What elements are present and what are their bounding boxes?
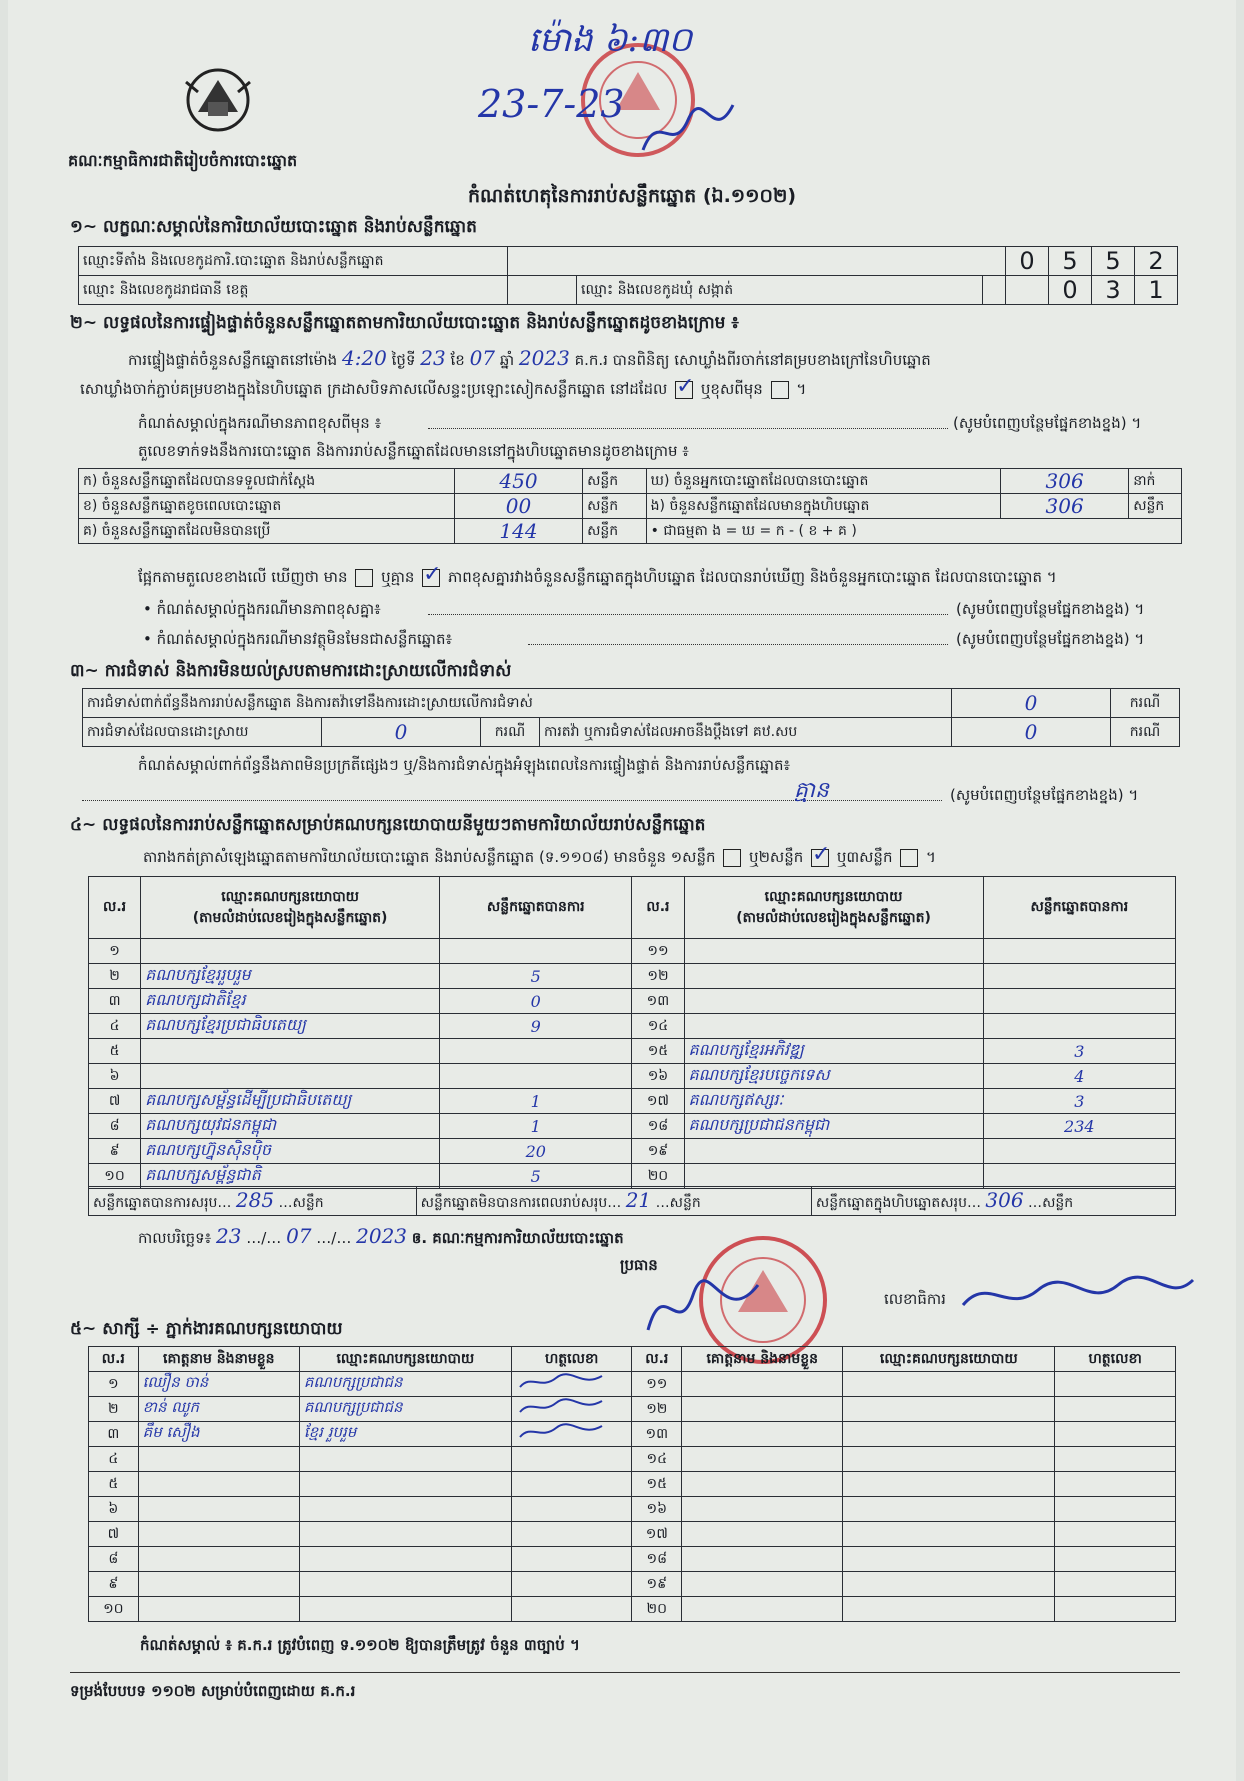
witness-no: ១០ <box>89 1597 139 1622</box>
complaint-label: ការជំទាស់ពាក់ព័ន្ធនឹងការរាប់សន្លឹកឆ្នោត និងការតវ៉ាទៅនឹងការដោះស្រាយលើការជំទាស់ <box>83 689 952 718</box>
party-name <box>684 1139 983 1164</box>
party-no: ១៦ <box>632 1064 684 1089</box>
party-name <box>684 1164 983 1189</box>
party-name: គណបក្សហ្វ៊ុនស៊ិនប៉ិច <box>141 1139 440 1164</box>
party-name <box>141 1039 440 1064</box>
witness-signature <box>511 1597 632 1622</box>
formula-note: • ជាធម្មតា ង = ឃ = ក - ( ខ + គ ) <box>646 519 1181 544</box>
spoiled-value: 00 <box>454 494 582 519</box>
party-name: គណបក្សឥស្សរៈ <box>684 1089 983 1114</box>
witness-no: ២០ <box>632 1597 682 1622</box>
commune-code-digit: 3 <box>1092 276 1135 305</box>
ballots-in-box-label: ង) ចំនួនសន្លឹកឆ្នោតដែលមានក្នុងហិបឆ្នោត <box>646 494 1000 519</box>
col-no: ល.រ <box>89 877 141 939</box>
party-votes: 9 <box>440 1014 632 1039</box>
witness-name <box>682 1572 843 1597</box>
table-row <box>89 989 1176 1014</box>
party-name <box>684 1014 983 1039</box>
witness-signature <box>511 1447 632 1472</box>
witness-party <box>843 1422 1055 1447</box>
appeal-label: ការតវ៉ា ឬការជំទាស់ដែលអាចនឹងប្តឹងទៅ គឋ.សប <box>540 718 952 747</box>
difference-note-end: (សូមបំពេញបន្ថែមផ្នែកខាងខ្នង) ។ <box>953 414 1142 432</box>
party-votes <box>983 964 1175 989</box>
party-votes <box>983 939 1175 964</box>
location-label: ឈ្មោះទីតាំង និងលេខកូដការិ.បោះឆ្នោត និងរាប់សន្លឹកឆ្នោត <box>79 247 508 276</box>
verification-line: ការផ្ទៀងផ្ទាត់ចំនួនសន្លឹកឆ្នោតនៅម៉ោង 4:20 ថ្ងៃទី 23 ខែ 07 ឆ្នាំ 2023 គ.ក.រ បានពិនិត្យ សោឃ្លាំងពីរចាក់នៅគម្របខាងក្រៅនៃហិបឆ្នោត <box>128 346 931 370</box>
party-name: គណបក្សខ្មែរបច្ចេកទេស <box>684 1064 983 1089</box>
commune-code-blank <box>1006 276 1049 305</box>
dotted-line <box>428 614 948 615</box>
table-row <box>89 1064 1176 1089</box>
seal-status-line: សោឃ្លាំងចាក់ភ្ជាប់គម្របខាងក្នុងនៃហិបឆ្នោត ក្រដាសបិទភាសលើសន្ទះប្រឡោះសៀកសន្លឹកឆ្នោត នៅដដែល ✓ ឬខុសពីមុន ។ <box>80 380 806 402</box>
witness-party: គណបក្សប្រជាជន <box>299 1372 511 1397</box>
party-votes: 4 <box>983 1064 1175 1089</box>
party-name <box>684 939 983 964</box>
witness-party: ខ្មែរ រួបរួម <box>299 1422 511 1447</box>
changed-checkbox[interactable] <box>771 381 789 399</box>
party-name: គណបក្សជាតិខ្មែរ <box>141 989 440 1014</box>
col-name: គោត្តនាម និងនាមខ្លួន <box>138 1347 299 1372</box>
location-code-digit: 5 <box>1092 247 1135 276</box>
party-name: គណបក្សខ្មែររួបរួម <box>141 964 440 989</box>
location-code-digit: 0 <box>1006 247 1049 276</box>
table-row <box>89 1089 1176 1114</box>
witness-name <box>682 1597 843 1622</box>
party-no: ១៨ <box>632 1114 684 1139</box>
col-no: ល.រ <box>632 877 684 939</box>
witness-no: ៧ <box>89 1522 139 1547</box>
document-page <box>8 0 1236 1781</box>
irregularity-note: កំណត់សម្គាល់ពាក់ព័ន្ធនឹងភាពមិនប្រក្រតីផ្សេងៗ ឬ/និងការជំទាស់ក្នុងអំឡុងពេលនៃការផ្ទៀងផ្ទាត់ និងការរាប់សន្លឹកឆ្នោត៖ <box>138 756 791 774</box>
col-sign: ហត្ថលេខា <box>511 1347 632 1372</box>
witness-signature <box>511 1372 632 1397</box>
table-row <box>89 1422 1176 1447</box>
col-no: ល.រ <box>632 1347 682 1372</box>
witness-no: ១៤ <box>632 1447 682 1472</box>
nec-emblem-icon <box>178 62 258 134</box>
party-name: គណបក្សខ្មែរអភិវឌ្ឍ <box>684 1039 983 1064</box>
witness-signature <box>511 1472 632 1497</box>
witness-name <box>138 1597 299 1622</box>
unit-label: សន្លឹក <box>583 519 647 544</box>
location-name <box>508 247 1006 276</box>
totals-table <box>88 1186 1176 1216</box>
witness-no: ២ <box>89 1397 139 1422</box>
party-votes <box>440 1064 632 1089</box>
resolved-label: ការជំទាស់ដែលបានដោះស្រាយ <box>83 718 322 747</box>
party-no: ៤ <box>89 1014 141 1039</box>
three-sheet-checkbox[interactable] <box>900 849 918 867</box>
table-row <box>89 964 1176 989</box>
witness-party <box>843 1472 1055 1497</box>
unused-label: គ) ចំនួនសន្លឹកឆ្នោតដែលមិនបានប្រើ <box>79 519 455 544</box>
witness-no: ១៨ <box>632 1547 682 1572</box>
witness-party <box>299 1447 511 1472</box>
col-party: ឈ្មោះគណបក្សនយោបាយ <box>843 1347 1055 1372</box>
table-row <box>89 1472 1176 1497</box>
no-difference-checkbox[interactable] <box>422 569 440 587</box>
witness-party <box>843 1547 1055 1572</box>
witness-signature-icon <box>516 1397 606 1417</box>
signing-date-line: កាលបរិច្ឆេទ៖ 23 …/… 07 …/… 2023 ឲ. គណៈកម្មការការិយាល័យបោះឆ្នោត <box>138 1224 624 1248</box>
table-row <box>89 1522 1176 1547</box>
total-valid-value: 285 <box>235 1188 275 1212</box>
witness-no: ៦ <box>89 1497 139 1522</box>
party-no: ១៤ <box>632 1014 684 1039</box>
irregularity-handwritten: គ្មាន <box>794 778 829 803</box>
dotted-line <box>528 644 948 645</box>
table-row <box>89 1372 1176 1397</box>
party-no: ២ <box>89 964 141 989</box>
table-row <box>89 1497 1176 1522</box>
witness-no: ១២ <box>632 1397 682 1422</box>
form-title: កំណត់ហេតុនៃការរាប់សន្លឹកឆ្នោត (ឯ.១១០២) <box>468 185 797 207</box>
total-in-box: សន្លឹកឆ្នោតក្នុងហិបឆ្នោតសរុប… 306 …សន្លឹក <box>811 1187 1175 1216</box>
party-votes: 5 <box>440 964 632 989</box>
resolved-count: 0 <box>322 718 481 747</box>
witness-party: គណបក្សប្រជាជន <box>299 1397 511 1422</box>
figures-table <box>78 468 1182 544</box>
witness-name: ខាន់ ឈូក <box>138 1397 299 1422</box>
party-no: ១ <box>89 939 141 964</box>
party-votes <box>440 1039 632 1064</box>
witness-party <box>843 1572 1055 1597</box>
party-name: គណបក្សសម្ព័ន្ធជាតិ <box>141 1164 440 1189</box>
table-row <box>89 939 1176 964</box>
witness-party <box>843 1597 1055 1622</box>
party-votes: 1 <box>440 1114 632 1139</box>
commune-code-digit: 1 <box>1135 276 1178 305</box>
witness-name <box>682 1372 843 1397</box>
witness-no: ១៦ <box>632 1497 682 1522</box>
witness-signature <box>1055 1597 1176 1622</box>
party-votes <box>440 939 632 964</box>
witness-signature <box>511 1572 632 1597</box>
commune-name <box>983 276 1006 305</box>
unused-value: 144 <box>454 519 582 544</box>
party-no: ៧ <box>89 1089 141 1114</box>
unit-label: នាក់ <box>1129 469 1182 494</box>
dotted-line <box>428 428 948 429</box>
total-valid: សន្លឹកឆ្នោតបានការសរុប… 285 …សន្លឹក <box>89 1187 417 1216</box>
witness-party <box>843 1497 1055 1522</box>
witness-name <box>682 1397 843 1422</box>
record-sheet-line: តារាងកត់ត្រាសំឡេងឆ្នោតតាមការិយាល័យបោះឆ្នោត និងរាប់សន្លឹកឆ្នោត (ទ.១១០៨) មានចំនួន ១សន្លឹក ឬ២សន្លឹក ✓ ឬ៣សន្លឹក ។ <box>143 848 936 870</box>
witness-signature-icon <box>516 1372 606 1392</box>
party-votes: 0 <box>440 989 632 1014</box>
sign-year: 2023 <box>356 1224 408 1248</box>
handwritten-time: ម៉ោង ៦:៣០ <box>528 20 693 60</box>
witness-name <box>138 1547 299 1572</box>
col-no: ល.រ <box>89 1347 139 1372</box>
party-no: ៦ <box>89 1064 141 1089</box>
party-votes: 20 <box>440 1139 632 1164</box>
table-row <box>89 1114 1176 1139</box>
witness-name <box>682 1497 843 1522</box>
verify-day: 23 <box>420 346 446 370</box>
complaints-table <box>82 688 1180 747</box>
commission-name: គណៈកម្មាធិការជាតិរៀបចំការបោះឆ្នោត <box>68 151 298 170</box>
table-row <box>89 1014 1176 1039</box>
party-no: ១៣ <box>632 989 684 1014</box>
col-party: ឈ្មោះគណបក្សនយោបាយ (តាមលំដាប់លេខរៀងក្នុងសន្លឹកឆ្នោត) <box>684 877 983 939</box>
complaint-count: 0 <box>952 689 1111 718</box>
witness-no: ៥ <box>89 1472 139 1497</box>
witness-table <box>88 1346 1176 1622</box>
voters-label: ឃ) ចំនួនអ្នកបោះឆ្នោតដែលបានបោះឆ្នោត <box>646 469 1000 494</box>
witness-no: ១៥ <box>632 1472 682 1497</box>
party-no: ១២ <box>632 964 684 989</box>
unit-label: ករណី <box>1111 689 1180 718</box>
note-end: (សូមបំពេញបន្ថែមផ្នែកខាងខ្នង) ។ <box>956 630 1145 648</box>
sign-day: 23 <box>216 1224 242 1248</box>
secretary-signature-icon <box>958 1270 1198 1320</box>
party-name <box>141 1064 440 1089</box>
foreign-object-note: • កំណត់សម្គាល់ក្នុងករណីមានវត្ថុមិនមែនជាសន្លឹកឆ្នោត៖ <box>143 630 453 648</box>
witness-name <box>682 1522 843 1547</box>
witness-no: ១៣ <box>632 1422 682 1447</box>
col-party: ឈ្មោះគណបក្សនយោបាយ <box>299 1347 511 1372</box>
note-end: (សូមបំពេញបន្ថែមផ្នែកខាងខ្នង) ។ <box>950 786 1139 804</box>
party-votes: 1 <box>440 1089 632 1114</box>
col-name: គោត្តនាម និងនាមខ្លួន <box>682 1347 843 1372</box>
voters-value: 306 <box>1001 469 1129 494</box>
col-party: ឈ្មោះគណបក្សនយោបាយ (តាមលំដាប់លេខរៀងក្នុងសន្លឹកឆ្នោត) <box>141 877 440 939</box>
unit-label: សន្លឹក <box>583 469 647 494</box>
witness-name <box>682 1547 843 1572</box>
party-votes <box>983 1164 1175 1189</box>
witness-party <box>843 1372 1055 1397</box>
form-footer: ទម្រង់បែបបទ ១១០២ សម្រាប់បំពេញដោយ គ.ក.រ <box>70 1682 356 1700</box>
witness-name <box>138 1447 299 1472</box>
party-votes <box>983 989 1175 1014</box>
unit-label: ករណី <box>481 718 540 747</box>
witness-name <box>138 1522 299 1547</box>
party-no: ១៩ <box>632 1139 684 1164</box>
unit-label: ករណី <box>1111 718 1180 747</box>
commune-label: ឈ្មោះ និងលេខកូដឃុំ សង្កាត់ <box>577 276 983 305</box>
section5-heading: ៥~ សាក្សី ÷ ភ្នាក់ងារគណបក្សនយោបាយ <box>70 1319 343 1339</box>
two-sheet-checkbox[interactable] <box>811 849 829 867</box>
unchanged-checkbox[interactable] <box>675 381 693 399</box>
unit-label: សន្លឹក <box>1129 494 1182 519</box>
party-name: គណបក្សប្រជាជនកម្ពុជា <box>684 1114 983 1139</box>
party-name <box>684 989 983 1014</box>
witness-name <box>682 1472 843 1497</box>
witness-name: ឈឿន ចាន់ <box>138 1372 299 1397</box>
witness-signature <box>1055 1472 1176 1497</box>
table-row <box>89 1139 1176 1164</box>
witness-signature-icon <box>516 1422 606 1442</box>
witness-party <box>843 1522 1055 1547</box>
witness-signature <box>511 1497 632 1522</box>
party-name: គណបក្សយុវជនកម្ពុជា <box>141 1114 440 1139</box>
witness-no: ១១ <box>632 1372 682 1397</box>
results-table <box>88 876 1176 1189</box>
witness-signature <box>1055 1447 1176 1472</box>
witness-name <box>138 1497 299 1522</box>
witness-signature <box>511 1422 632 1447</box>
section1-table <box>78 246 1178 305</box>
commune-code-digit: 0 <box>1049 276 1092 305</box>
party-name <box>684 964 983 989</box>
party-no: ៩ <box>89 1139 141 1164</box>
witness-name <box>138 1572 299 1597</box>
party-no: ៥ <box>89 1039 141 1064</box>
witness-signature <box>511 1522 632 1547</box>
witness-no: ១៧ <box>632 1522 682 1547</box>
received-label: ក) ចំនួនសន្លឹកឆ្នោតដែលបានទទួលជាក់ស្តែង <box>79 469 455 494</box>
total-in-box-value: 306 <box>985 1188 1024 1212</box>
witness-no: ៨ <box>89 1547 139 1572</box>
witness-signature <box>1055 1522 1176 1547</box>
province-label: ឈ្មោះ និងលេខកូដរាជធានី ខេត្ត <box>79 276 508 305</box>
col-votes: សន្លឹកឆ្នោតបានការ <box>983 877 1175 939</box>
witness-signature <box>1055 1572 1176 1597</box>
figures-intro: តួលេខទាក់ទងនឹងការបោះឆ្នោត និងការរាប់សន្លឹកឆ្នោតដែលមាននៅក្នុងហិបឆ្នោតមានដូចខាងក្រោម ៖ <box>138 442 689 460</box>
verify-year: 2023 <box>518 346 570 370</box>
table-row <box>89 1164 1176 1189</box>
witness-signature <box>1055 1422 1176 1447</box>
discrepancy-line: ផ្អែកតាមតួលេខខាងលើ ឃើញថា មាន ឬគ្មាន ✓ ភាពខុសគ្នារវាងចំនួនសន្លឹកឆ្នោតក្នុងហិបឆ្នោត ដែលបានរាប់ឃើញ និងចំនួនអ្នកបោះឆ្នោត ដែលបានបោះឆ្នោត ។ <box>138 568 1057 590</box>
witness-name <box>138 1472 299 1497</box>
witness-party <box>843 1447 1055 1472</box>
party-votes: 5 <box>440 1164 632 1189</box>
table-row <box>89 1572 1176 1597</box>
witness-signature <box>1055 1372 1176 1397</box>
witness-name <box>682 1422 843 1447</box>
table-row <box>89 1547 1176 1572</box>
table-row <box>89 1397 1176 1422</box>
footnote: កំណត់សម្គាល់ ៖ គ.ក.រ ត្រូវបំពេញ ទ.១១០២ ឱ្យបានត្រឹមត្រូវ ចំនួន ៣ច្បាប់ ។ <box>140 1636 580 1654</box>
table-row <box>89 1597 1176 1622</box>
witness-no: ១ <box>89 1372 139 1397</box>
party-votes: 234 <box>983 1114 1175 1139</box>
witness-signature <box>511 1547 632 1572</box>
party-no: ១០ <box>89 1164 141 1189</box>
location-code-digit: 2 <box>1135 247 1178 276</box>
location-code-digit: 5 <box>1049 247 1092 276</box>
sign-month: 07 <box>286 1224 312 1248</box>
witness-signature <box>1055 1497 1176 1522</box>
witness-signature <box>511 1397 632 1422</box>
witness-party <box>299 1472 511 1497</box>
witness-party <box>299 1522 511 1547</box>
section3-heading: ៣~ ការជំទាស់ និងការមិនយល់ស្របតាមការដោះស្រាយលើការជំទាស់ <box>70 661 512 681</box>
party-name <box>141 939 440 964</box>
table-row <box>89 1039 1176 1064</box>
section1-heading: ១~ លក្ខណៈសម្គាល់នៃការិយាល័យបោះឆ្នោត និងរាប់សន្លឹកឆ្នោត <box>70 217 477 237</box>
witness-party <box>843 1397 1055 1422</box>
witness-name: គឹម សឿង <box>138 1422 299 1447</box>
difference-note-label: កំណត់សម្គាល់ក្នុងករណីមានភាពខុសពីមុន ៖ <box>138 414 382 432</box>
party-no: ១១ <box>632 939 684 964</box>
note-end: (សូមបំពេញបន្ថែមផ្នែកខាងខ្នង) ។ <box>956 600 1145 618</box>
section4-heading: ៤~ លទ្ធផលនៃការរាប់សន្លឹកឆ្នោតសម្រាប់គណបក្សនយោបាយនីមួយៗតាមការិយាល័យរាប់សន្លឹកឆ្នោត <box>70 815 706 835</box>
party-votes <box>983 1014 1175 1039</box>
chair-signature-icon <box>638 1270 768 1350</box>
party-votes: 3 <box>983 1089 1175 1114</box>
total-invalid-value: 21 <box>625 1188 652 1212</box>
section2-heading: ២~ លទ្ធផលនៃការផ្ទៀងផ្ទាត់ចំនួនសន្លឹកឆ្នោតតាមការិយាល័យបោះឆ្នោត និងរាប់សន្លឹកឆ្នោតដូចខាងក្រោម ៖ <box>70 313 739 333</box>
footer-divider <box>70 1672 1180 1673</box>
party-name: គណបក្សខ្មែរប្រជាធិបតេយ្យ <box>141 1014 440 1039</box>
witness-no: ១៩ <box>632 1572 682 1597</box>
difference-note: • កំណត់សម្គាល់ក្នុងករណីមានភាពខុសគ្នា៖ <box>143 600 381 618</box>
total-invalid: សន្លឹកឆ្នោតមិនបានការពេលរាប់សរុប… 21 …សន្លឹក <box>416 1187 811 1216</box>
witness-no: ៩ <box>89 1572 139 1597</box>
party-no: ២០ <box>632 1164 684 1189</box>
verify-time: 4:20 <box>341 346 387 370</box>
witness-signature <box>1055 1547 1176 1572</box>
party-no: ៣ <box>89 989 141 1014</box>
party-no: ៨ <box>89 1114 141 1139</box>
spoiled-label: ខ) ចំនួនសន្លឹកឆ្នោតខូចពេលបោះឆ្នោត <box>79 494 455 519</box>
table-row <box>89 1447 1176 1472</box>
party-name: គណបក្សសម្ព័ន្ធដើម្បីប្រជាធិបតេយ្យ <box>141 1089 440 1114</box>
party-votes: 3 <box>983 1039 1175 1064</box>
witness-name <box>682 1447 843 1472</box>
witness-party <box>299 1497 511 1522</box>
witness-party <box>299 1547 511 1572</box>
one-sheet-checkbox[interactable] <box>723 849 741 867</box>
chair-label: ប្រធាន <box>620 1256 658 1274</box>
witness-party <box>299 1572 511 1597</box>
top-signature-icon <box>638 100 738 160</box>
party-no: ១៧ <box>632 1089 684 1114</box>
secretary-label: លេខាធិការ <box>884 1290 946 1308</box>
witness-no: ៣ <box>89 1422 139 1447</box>
witness-signature <box>1055 1397 1176 1422</box>
unit-label: សន្លឹក <box>583 494 647 519</box>
witness-party <box>299 1597 511 1622</box>
col-sign: ហត្ថលេខា <box>1055 1347 1176 1372</box>
appeal-count: 0 <box>952 718 1111 747</box>
ballots-in-box-value: 306 <box>1001 494 1129 519</box>
verify-month: 07 <box>469 346 496 370</box>
handwritten-date: 23-7-23 <box>478 82 625 126</box>
party-no: ១៥ <box>632 1039 684 1064</box>
has-difference-checkbox[interactable] <box>355 569 373 587</box>
col-votes: សន្លឹកឆ្នោតបានការ <box>440 877 632 939</box>
received-value: 450 <box>454 469 582 494</box>
party-votes <box>983 1139 1175 1164</box>
witness-no: ៤ <box>89 1447 139 1472</box>
province-code <box>508 276 577 305</box>
